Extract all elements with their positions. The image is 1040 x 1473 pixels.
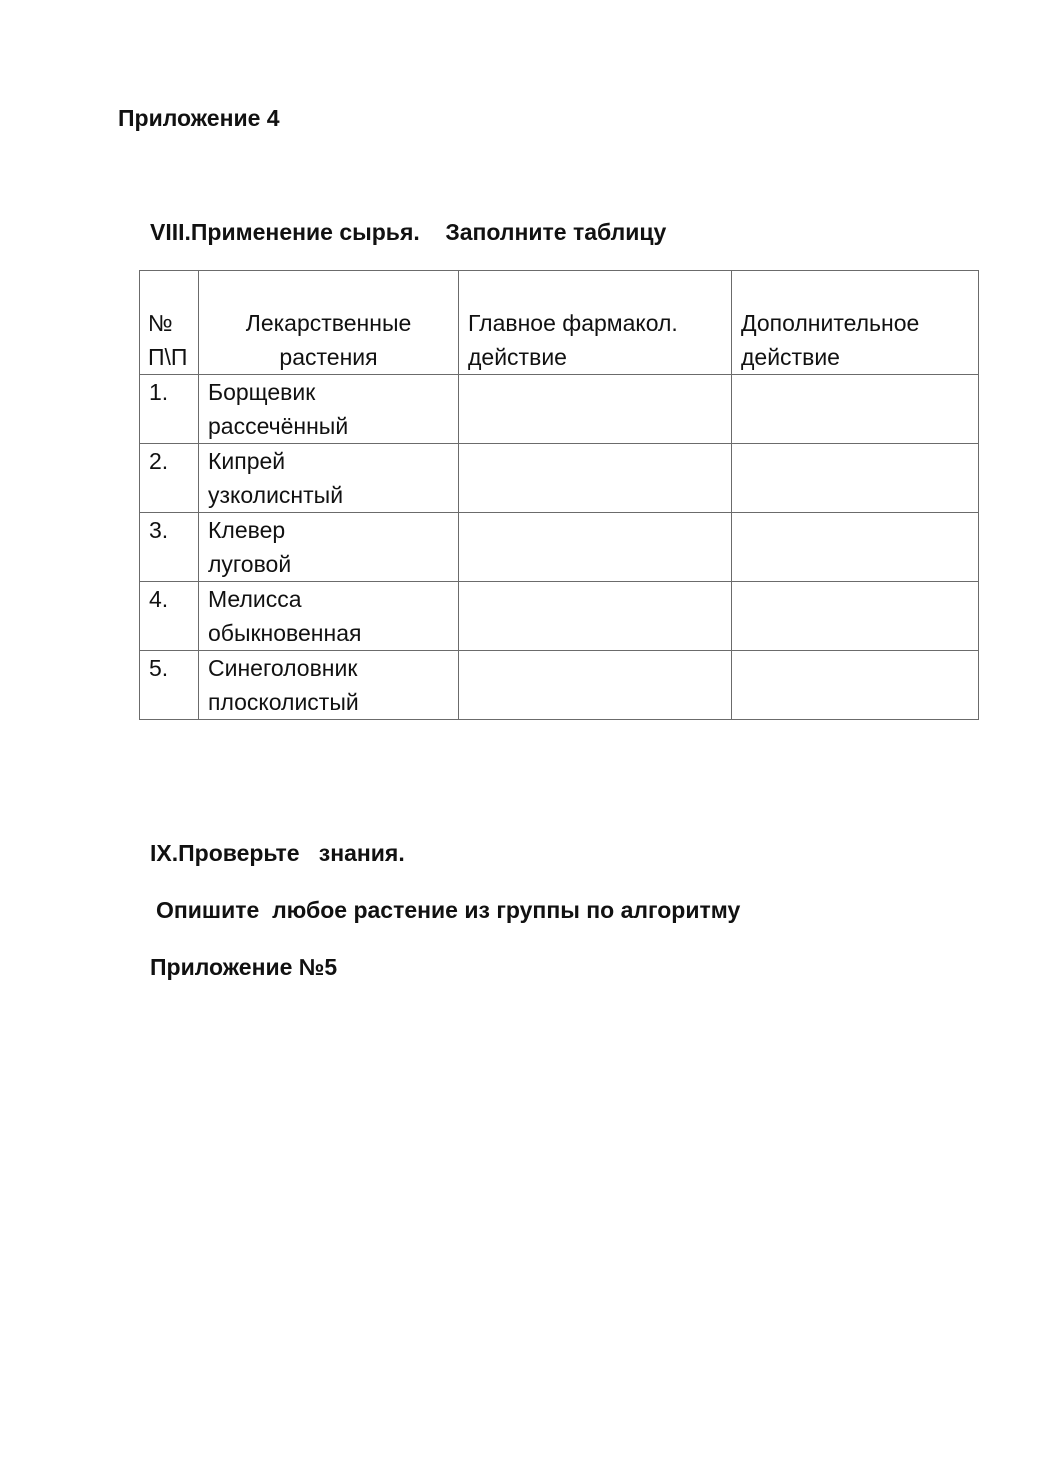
row-plant-line-1: Синеголовник	[208, 655, 358, 681]
table-row	[140, 375, 979, 444]
row-main-action[interactable]	[459, 444, 732, 513]
header-extra-action	[732, 271, 979, 375]
row-main-action[interactable]	[459, 375, 732, 444]
row-plant-line-2: луговой	[208, 551, 292, 577]
header-main-action-line-1: Главное фармакол.	[468, 310, 678, 336]
header-main-action-line-2: действие	[468, 344, 567, 370]
header-main-action	[459, 271, 732, 375]
row-plant-line-2: узколиснтый	[208, 482, 344, 508]
section-8-title: VIII.Применение сырья. Заполните таблицу	[150, 219, 667, 245]
table-header-row	[140, 271, 979, 375]
row-extra-action[interactable]	[732, 444, 979, 513]
row-plant	[199, 375, 459, 444]
row-number: 1.	[140, 375, 199, 444]
header-plant-line-1: Лекарственные	[245, 310, 412, 336]
table-row	[140, 444, 979, 513]
table-row	[140, 651, 979, 720]
header-number-line-2: П\П	[148, 344, 188, 370]
header-extra-action-line-1: Дополнительное	[741, 310, 920, 336]
row-number: 2.	[140, 444, 199, 513]
row-number: 3.	[140, 513, 199, 582]
row-plant-line-2: обыкновенная	[208, 620, 362, 646]
row-number: 4.	[140, 582, 199, 651]
row-number: 5.	[140, 651, 199, 720]
row-plant-line-1: Мелисса	[208, 586, 302, 612]
row-plant	[199, 582, 459, 651]
row-extra-action[interactable]	[732, 582, 979, 651]
describe-instruction: Опишите любое растение из группы по алгоритму	[156, 897, 741, 923]
header-number-line-1: №	[148, 310, 173, 336]
row-plant-line-2: плосколистый	[208, 689, 359, 715]
table-row	[140, 513, 979, 582]
appendix-title: Приложение 4	[118, 105, 280, 131]
row-plant-line-1: Клевер	[208, 517, 286, 543]
header-number	[140, 271, 199, 375]
row-plant-line-2: рассечённый	[208, 413, 349, 439]
row-main-action[interactable]	[459, 513, 732, 582]
plants-table	[139, 270, 979, 720]
row-extra-action[interactable]	[732, 651, 979, 720]
row-plant	[199, 651, 459, 720]
row-plant	[199, 513, 459, 582]
row-extra-action[interactable]	[732, 375, 979, 444]
row-plant-line-1: Борщевик	[208, 379, 316, 405]
row-extra-action[interactable]	[732, 513, 979, 582]
table-row	[140, 582, 979, 651]
header-plant-line-2: растения	[279, 344, 378, 370]
row-main-action[interactable]	[459, 582, 732, 651]
header-plant	[199, 271, 459, 375]
appendix-5-reference: Приложение №5	[150, 954, 338, 980]
row-main-action[interactable]	[459, 651, 732, 720]
row-plant	[199, 444, 459, 513]
header-extra-action-line-2: действие	[741, 344, 840, 370]
row-plant-line-1: Кипрей	[208, 448, 286, 474]
section-9-title: IX.Проверьте знания.	[150, 840, 405, 866]
